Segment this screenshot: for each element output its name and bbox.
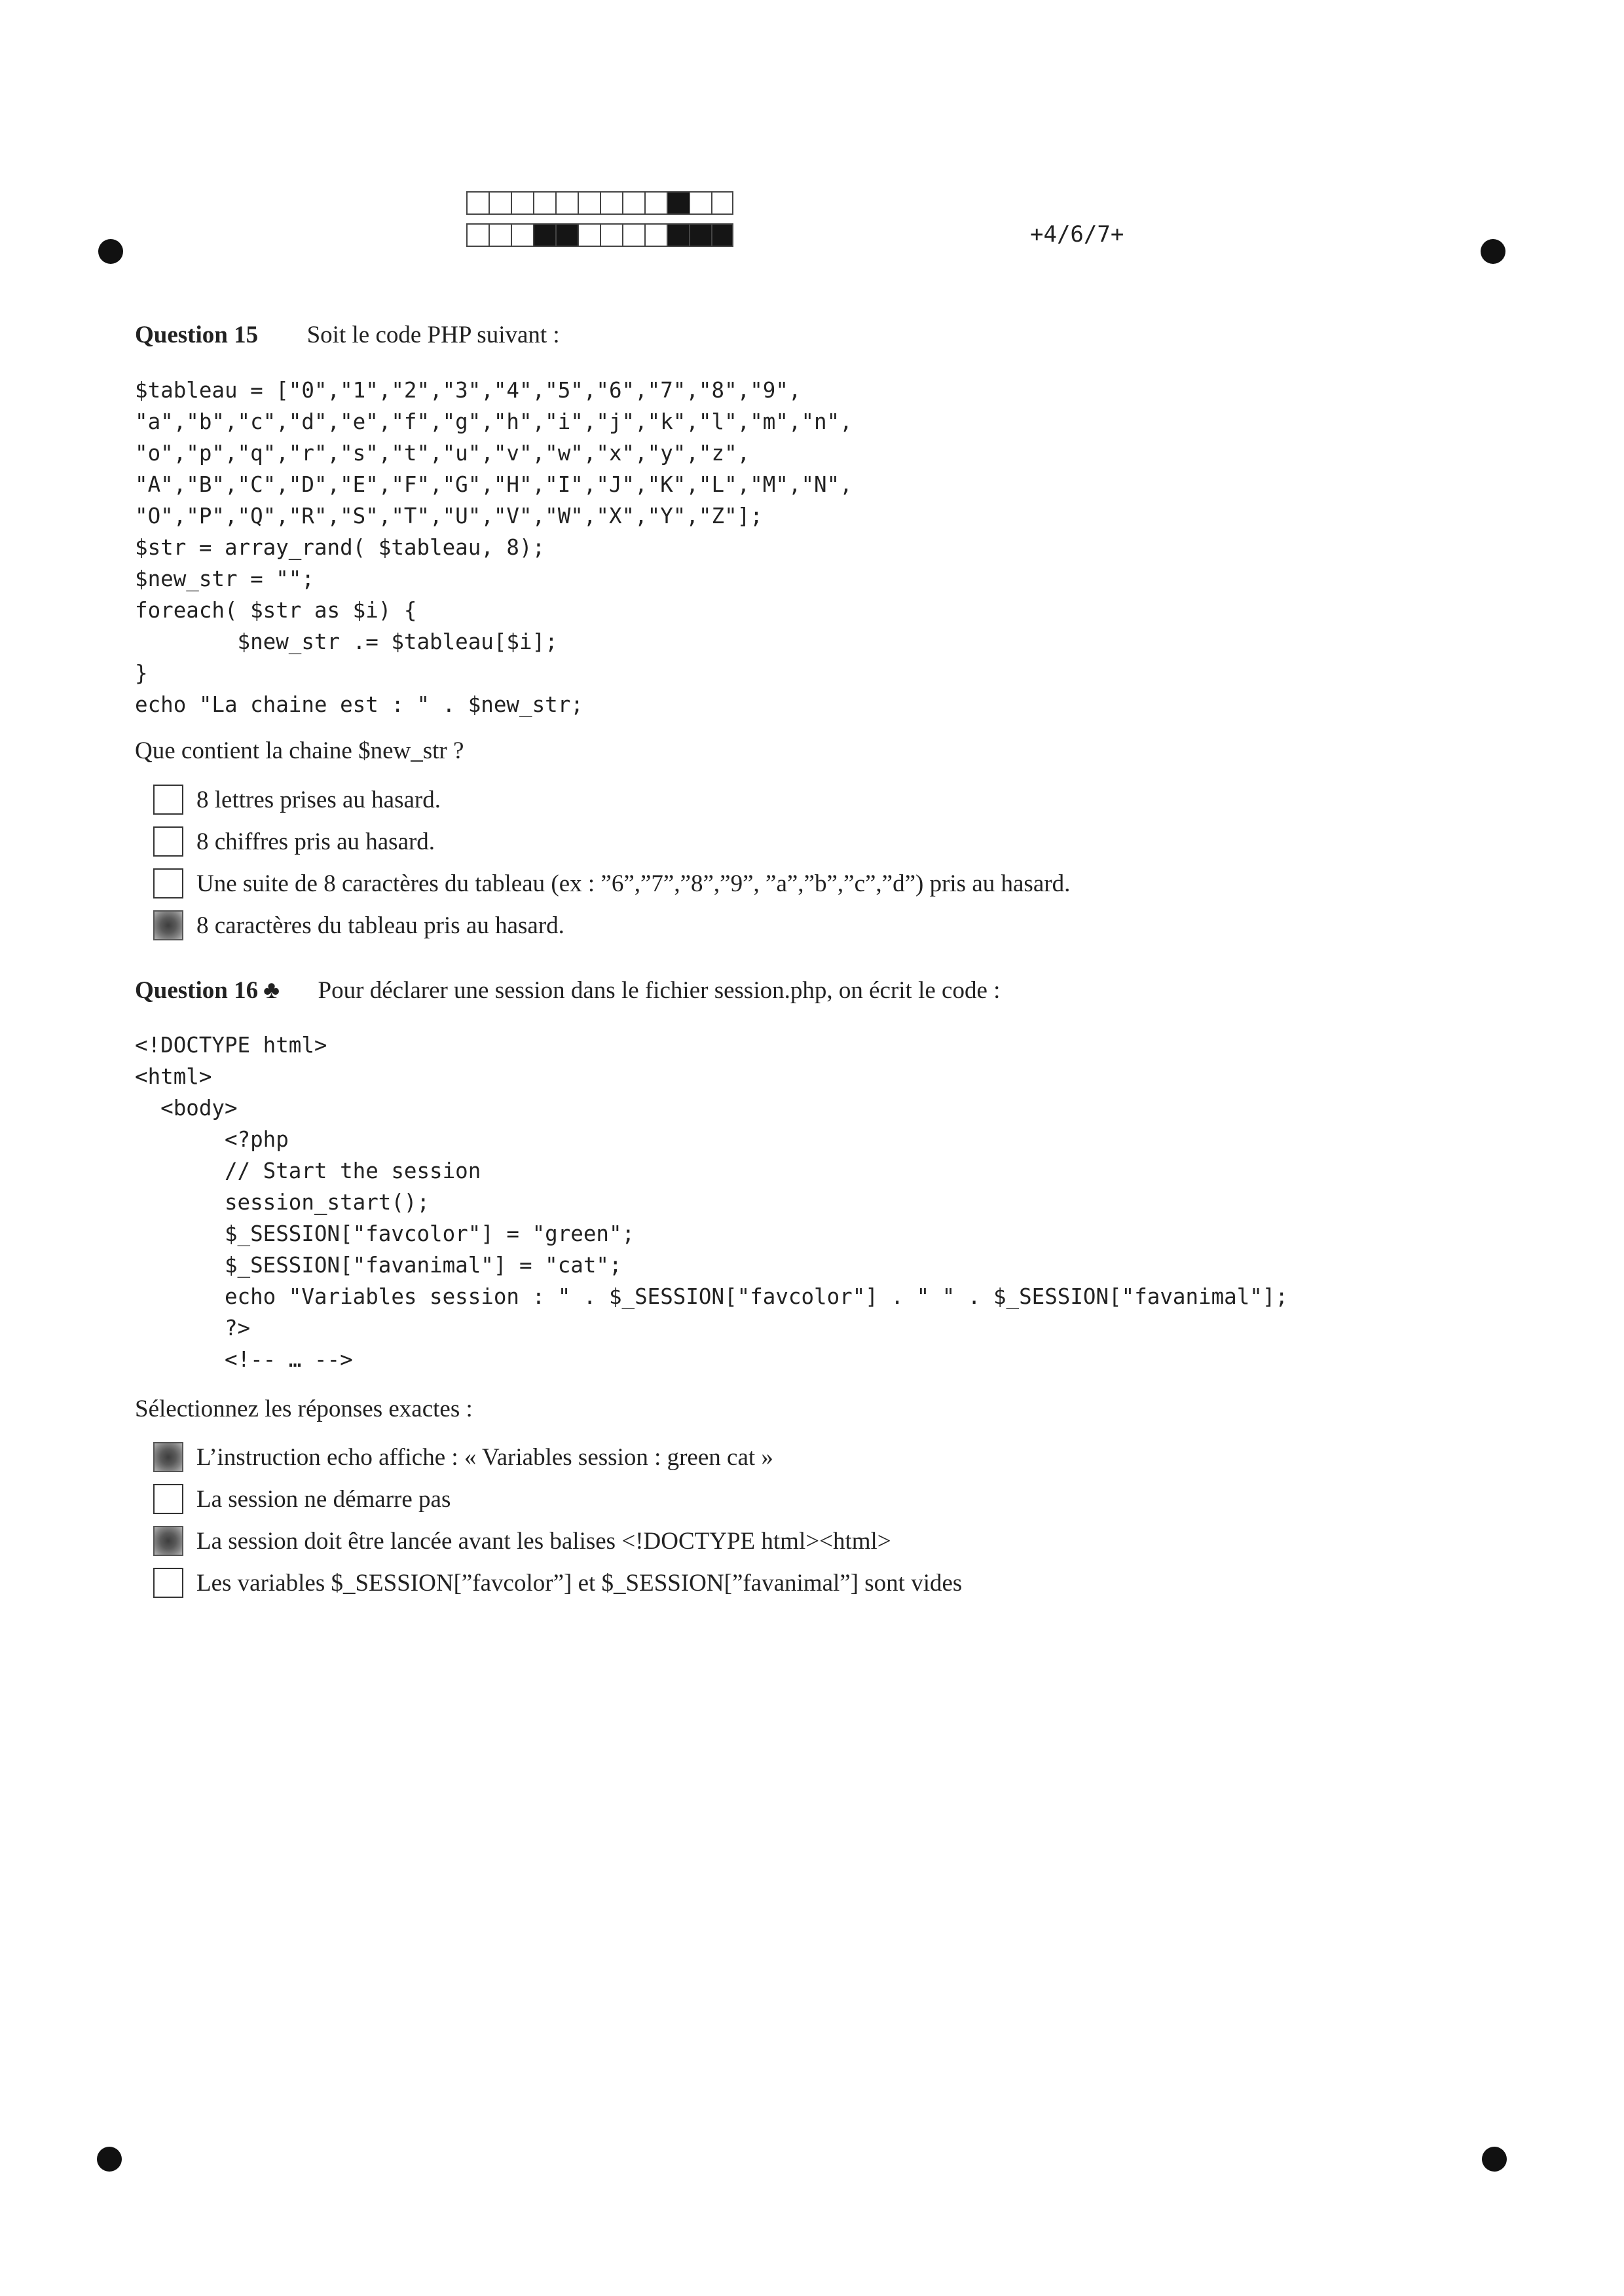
grid1-cell (689, 191, 711, 215)
grid1-cell (622, 191, 644, 215)
question-15-prompt: Que contient la chaine $new_str ? (135, 737, 464, 764)
page-id: +4/6/7+ (1030, 221, 1124, 248)
grid1-cell (511, 191, 533, 215)
grid2-cell (489, 223, 511, 247)
registration-mark-top-left (98, 239, 123, 264)
q16-option-2-checkbox[interactable] (153, 1484, 183, 1514)
q16-option-4-text: Les variables $_SESSION[”favcolor”] et $_SESSION[”favanimal”] sont vides (196, 1569, 963, 1597)
q16-option-2[interactable] (153, 1484, 451, 1514)
q15-option-4[interactable] (153, 910, 564, 940)
registration-mark-bottom-left (97, 2147, 122, 2172)
q16-option-1-text: L’instruction echo affiche : « Variables session : green cat » (196, 1443, 773, 1471)
registration-mark-top-right (1481, 239, 1505, 264)
grid2-cell (600, 223, 622, 247)
grid1-cell (555, 191, 578, 215)
q15-option-4-text: 8 caractères du tableau pris au hasard. (196, 912, 564, 939)
q15-option-3[interactable] (153, 868, 1070, 898)
grid2-cell (711, 223, 733, 247)
q15-option-2-checkbox[interactable] (153, 826, 183, 857)
question-16-intro: Pour déclarer une session dans le fichier session.php, on écrit le code : (318, 977, 1001, 1004)
club-symbol-icon: ♣ (263, 976, 280, 1004)
q16-option-4[interactable] (153, 1568, 962, 1598)
q15-option-4-checkbox[interactable] (153, 910, 183, 940)
registration-mark-bottom-right (1482, 2147, 1507, 2172)
grid2-cell (622, 223, 644, 247)
grid1-cell (711, 191, 733, 215)
q16-option-2-text: La session ne démarre pas (196, 1485, 451, 1513)
grid2-cell (466, 223, 489, 247)
grid2-cell (644, 223, 667, 247)
question-15-code: $tableau = ["0","1","2","3","4","5","6","7","8","9", "a","b","c","d","e","f","g","h","i","j","k","l","m","n", "o","p","q","r","s","t","u","v","w","x","y","z", "A","B","C","D","E","F","G","H","I","J","K","L","M","N", "O","P","Q","R","S","T","U","V","W","X","Y","Z"]; $str = array_rand( $tableau, 8); $new_str = ""; foreach( $str as $i) { $new_str .= $tableau[$i]; } echo "La chaine est : " . $new_str; (135, 378, 853, 717)
grid1-cell (533, 191, 555, 215)
q15-option-2-text: 8 chiffres pris au hasard. (196, 828, 435, 855)
q16-option-3-checkbox[interactable] (153, 1526, 183, 1556)
grid2-cell (533, 223, 555, 247)
grid1-cell (489, 191, 511, 215)
id-grid-row-1 (466, 191, 733, 215)
q15-option-3-checkbox[interactable] (153, 868, 183, 898)
grid2-cell (555, 223, 578, 247)
grid1-cell (644, 191, 667, 215)
question-16-label: Question 16 (135, 977, 259, 1004)
question-15-intro: Soit le code PHP suivant : (306, 322, 560, 348)
q16-option-1-checkbox[interactable] (153, 1442, 183, 1472)
q15-option-3-text: Une suite de 8 caractères du tableau (ex : ”6”,”7”,”8”,”9”, ”a”,”b”,”c”,”d”) pris au hasard. (196, 870, 1071, 897)
grid1-cell (578, 191, 600, 215)
grid2-cell (667, 223, 689, 247)
question-15-label: Question 15 (135, 322, 259, 348)
q16-option-3[interactable] (153, 1526, 891, 1556)
grid1-cell (600, 191, 622, 215)
grid1-cell (667, 191, 689, 215)
q15-option-1[interactable] (153, 785, 441, 815)
q16-option-4-checkbox[interactable] (153, 1568, 183, 1598)
q15-option-1-checkbox[interactable] (153, 785, 183, 815)
grid2-cell (689, 223, 711, 247)
grid1-cell (466, 191, 489, 215)
q16-option-3-text: La session doit être lancée avant les balises <!DOCTYPE html><html> (196, 1527, 891, 1555)
question-15-header (135, 321, 560, 349)
grid2-cell (578, 223, 600, 247)
grid2-cell (511, 223, 533, 247)
q16-option-1[interactable] (153, 1442, 773, 1472)
q15-option-2[interactable] (153, 826, 435, 857)
question-16-header (135, 976, 1000, 1005)
question-16-prompt: Sélectionnez les réponses exactes : (135, 1396, 473, 1422)
q15-option-1-text: 8 lettres prises au hasard. (196, 786, 441, 813)
id-grid-row-2 (466, 223, 733, 247)
question-16-code: <!DOCTYPE html> <html> <body> <?php // Start the session session_start(); $_SESSION["favcolor"] = "green"; $_SESSION["favanimal"] = "cat"; echo "Variables session : " . $_SESSION["favcolor"] . " " . $_SESSION["favanimal"]; ?> <!-- … --> (135, 1033, 1288, 1372)
